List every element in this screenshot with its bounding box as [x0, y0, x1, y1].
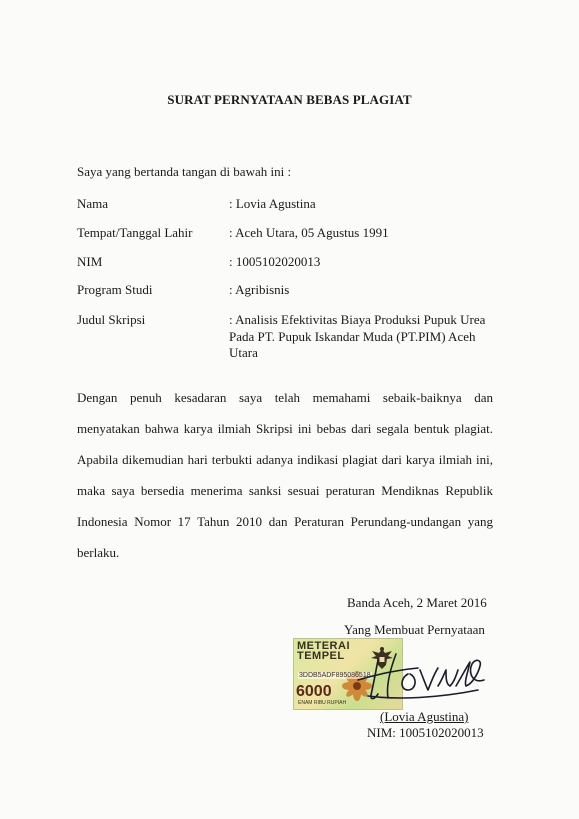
stamp-serial: 3DDB5ADF895086518: [299, 672, 371, 679]
field-label: NIM: [77, 254, 103, 269]
field-label: Tempat/Tanggal Lahir: [77, 225, 193, 240]
field-label: Judul Skripsi: [77, 312, 146, 327]
field-value: : Agribisnis: [229, 282, 290, 297]
handwritten-signature: [338, 640, 492, 706]
field-value: : Aceh Utara, 05 Agustus 1991: [229, 225, 389, 240]
field-label: Program Studi: [77, 282, 153, 297]
signer-role: Yang Membuat Pernyataan: [344, 622, 485, 637]
field-value: : Lovia Agustina: [229, 196, 316, 211]
stamp-amount: 6000: [296, 683, 332, 700]
field-label: Nama: [77, 196, 109, 211]
statement-paragraph: Dengan penuh kesadaran saya telah memahami sebaik-baiknya dan menyatakan bahwa karya ilmiah Skripsi ini bebas dari segala bentuk plagiat. Apabila dikemudian hari terbukti adanya indikasi plagiat dari karya ilmiah ini, maka saya bersedia menerima sanksi sesuai peraturan Mendiknas Republik Indonesia Nomor 17 Tahun 2010 dan Peraturan Perundang-undangan yang berlaku.: [77, 390, 493, 560]
stamp-title: METERAI TEMPEL: [297, 640, 350, 662]
signer-nim: NIM: 1005102020013: [367, 725, 484, 740]
intro-text: Saya yang bertanda tangan di bawah ini :: [77, 164, 292, 179]
document-title: SURAT PERNYATAAN BEBAS PLAGIAT: [167, 92, 412, 107]
place-date: Banda Aceh, 2 Maret 2016: [347, 595, 487, 610]
field-value: : 1005102020013: [229, 254, 321, 269]
signer-name: (Lovia Agustina): [380, 709, 469, 724]
stamp-amount-words: ENAM RIBU RUPIAH: [298, 700, 347, 706]
field-value: : Analisis Efektivitas Biaya Produksi Pupuk Urea Pada PT. Pupuk Iskandar Muda (PT.PIM) Aceh Utara: [229, 312, 486, 360]
